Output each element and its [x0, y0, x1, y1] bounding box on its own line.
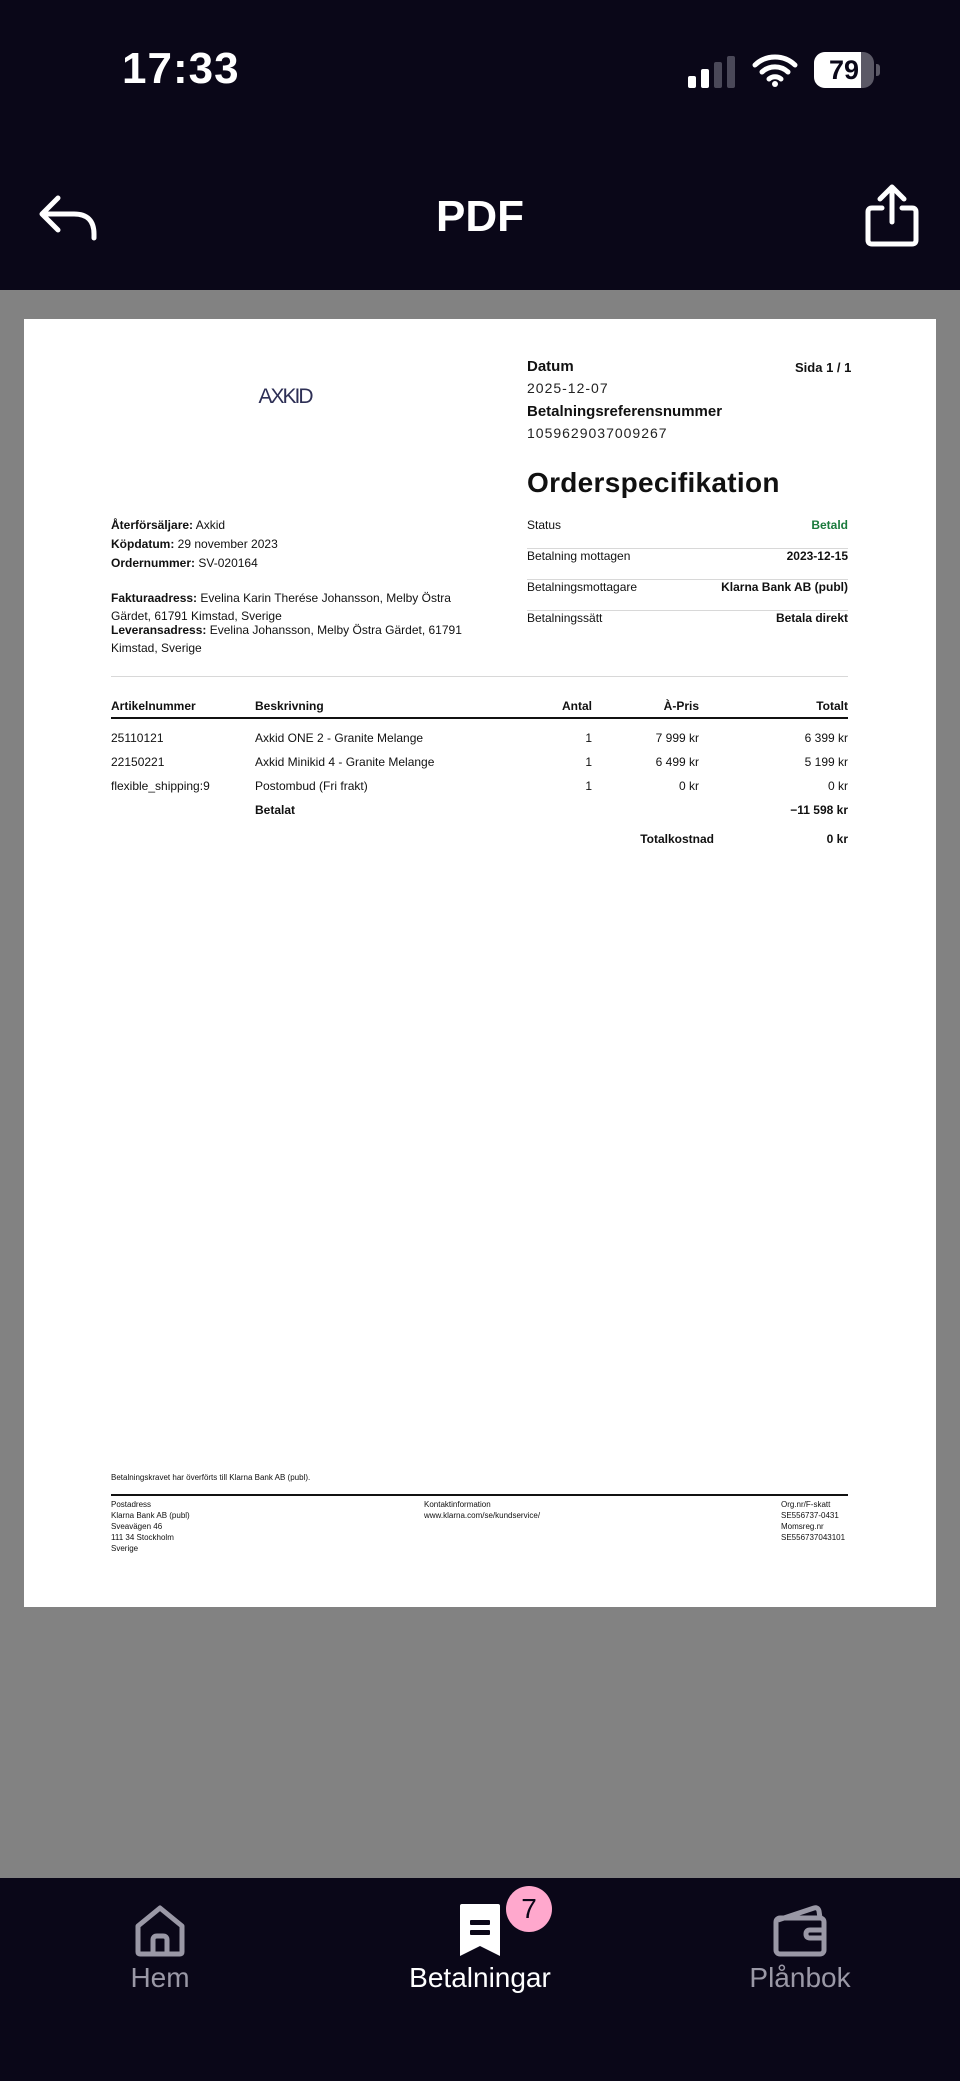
col-header-unit-price: À-Pris	[663, 699, 699, 713]
datum-value: 2025-12-07	[527, 380, 609, 396]
tab-home-label: Hem	[130, 1962, 190, 1993]
cell-article: 25110121	[111, 731, 164, 745]
paid-label: Betalat	[255, 803, 296, 817]
cell-description: Axkid ONE 2 - Granite Melange	[255, 731, 424, 745]
billing-address: Fakturaadress: Evelina Karin Therése Johansson, Melby Östra Gärdet, 61791 Kimstad, Sverige	[111, 591, 451, 623]
page-title: PDF	[436, 192, 524, 241]
order-title: Orderspecifikation	[527, 467, 780, 498]
nav-bar	[0, 140, 960, 290]
info-value: 2023-12-15	[786, 549, 848, 563]
footer-contact: Kontaktinformation www.klarna.com/se/kundservice/	[424, 1500, 541, 1520]
cell-description: Postombud (Fri frakt)	[255, 779, 368, 793]
axkid-logo-mark	[252, 385, 318, 407]
share-icon	[868, 187, 916, 244]
notification-badge: 7	[506, 1886, 552, 1932]
info-label: Betalningssätt	[527, 611, 603, 625]
cell-quantity: 1	[585, 731, 592, 745]
section-divider	[111, 676, 848, 677]
tab-home[interactable]	[0, 1878, 320, 2018]
svg-text:AXKID: AXKID	[258, 385, 312, 407]
table-header-rule	[111, 717, 848, 719]
info-row-received	[527, 549, 848, 580]
order-number-line: Ordernummer: SV-020164	[111, 556, 258, 570]
col-header-article: Artikelnummer	[111, 699, 196, 713]
reference-label: Betalningsreferensnummer	[527, 403, 723, 420]
tab-payments[interactable]	[320, 1878, 640, 2018]
back-button[interactable]	[36, 192, 100, 242]
page-label: Sida 1 / 1	[795, 360, 852, 375]
signal-icon	[688, 56, 738, 88]
cell-unit-price: 6 499 kr	[655, 755, 699, 769]
back-arrow-icon	[42, 198, 94, 238]
home-icon	[130, 1902, 190, 1958]
wallet-icon	[770, 1902, 830, 1958]
delivery-address: Leveransadress: Evelina Johansson, Melby Östra Gärdet, 61791 Kimstad, Sverige	[111, 623, 462, 655]
retailer-line: Återförsäljare: Axkid	[111, 518, 226, 532]
info-label: Status	[527, 518, 562, 532]
col-header-total: Totalt	[816, 699, 848, 713]
status-badge: Betald	[811, 518, 848, 532]
footer-postal-address: Postadress Klarna Bank AB (publ) Sveavägen 46 111 34 Stockholm Sverige	[111, 1500, 190, 1553]
cell-total: 5 199 kr	[804, 755, 848, 769]
col-header-description: Beskrivning	[255, 699, 324, 713]
tab-payments-label: Betalningar	[409, 1962, 551, 1993]
col-header-quantity: Antal	[562, 699, 592, 713]
wifi-icon	[752, 52, 798, 88]
paid-value: −11 598 kr	[790, 803, 848, 817]
info-label: Betalning mottagen	[527, 549, 631, 563]
info-row-status	[527, 518, 848, 549]
datum-label: Datum	[527, 358, 574, 375]
reference-value: 1059629037009267	[527, 425, 668, 441]
info-label: Betalningsmottagare	[527, 580, 638, 594]
status-time: 17:33	[122, 44, 240, 93]
cell-article: flexible_shipping:9	[111, 779, 210, 793]
page-value: 1 / 1	[826, 360, 852, 375]
cell-article: 22150221	[111, 755, 165, 769]
battery-level: 79	[828, 55, 860, 85]
cell-description: Axkid Minikid 4 - Granite Melange	[255, 755, 435, 769]
cell-total: 6 399 kr	[804, 731, 848, 745]
total-cost-label: Totalkostnad	[640, 832, 714, 846]
pdf-page	[24, 319, 936, 1607]
cell-unit-price: 7 999 kr	[655, 731, 699, 745]
info-value: Betala direkt	[775, 611, 848, 625]
battery-icon	[814, 52, 880, 88]
tab-wallet-label: Plånbok	[749, 1962, 851, 1993]
receipt-icon	[450, 1902, 510, 1958]
pdf-viewer[interactable]	[0, 290, 960, 1878]
cell-quantity: 1	[585, 779, 592, 793]
tab-bar	[0, 1878, 960, 2081]
cell-total: 0 kr	[827, 779, 848, 793]
status-bar	[0, 0, 960, 140]
share-button[interactable]	[864, 184, 920, 248]
tab-wallet[interactable]	[640, 1878, 960, 2018]
footer-org: Org.nr/F-skatt SE556737-0431 Momsreg.nr SE556737043101	[781, 1500, 846, 1542]
footer-note: Betalningskravet har överförts till Klarna Bank AB (publ).	[111, 1473, 311, 1482]
total-cost-value: 0 kr	[826, 832, 848, 846]
info-row-recipient	[527, 580, 848, 611]
merchant-logo	[252, 385, 318, 407]
cell-unit-price: 0 kr	[678, 779, 699, 793]
cell-quantity: 1	[585, 755, 592, 769]
info-value: Klarna Bank AB (publ)	[721, 580, 848, 594]
footer-rule	[111, 1494, 848, 1496]
purchase-date-line: Köpdatum: 29 november 2023	[111, 537, 278, 551]
info-row-method	[527, 611, 848, 641]
